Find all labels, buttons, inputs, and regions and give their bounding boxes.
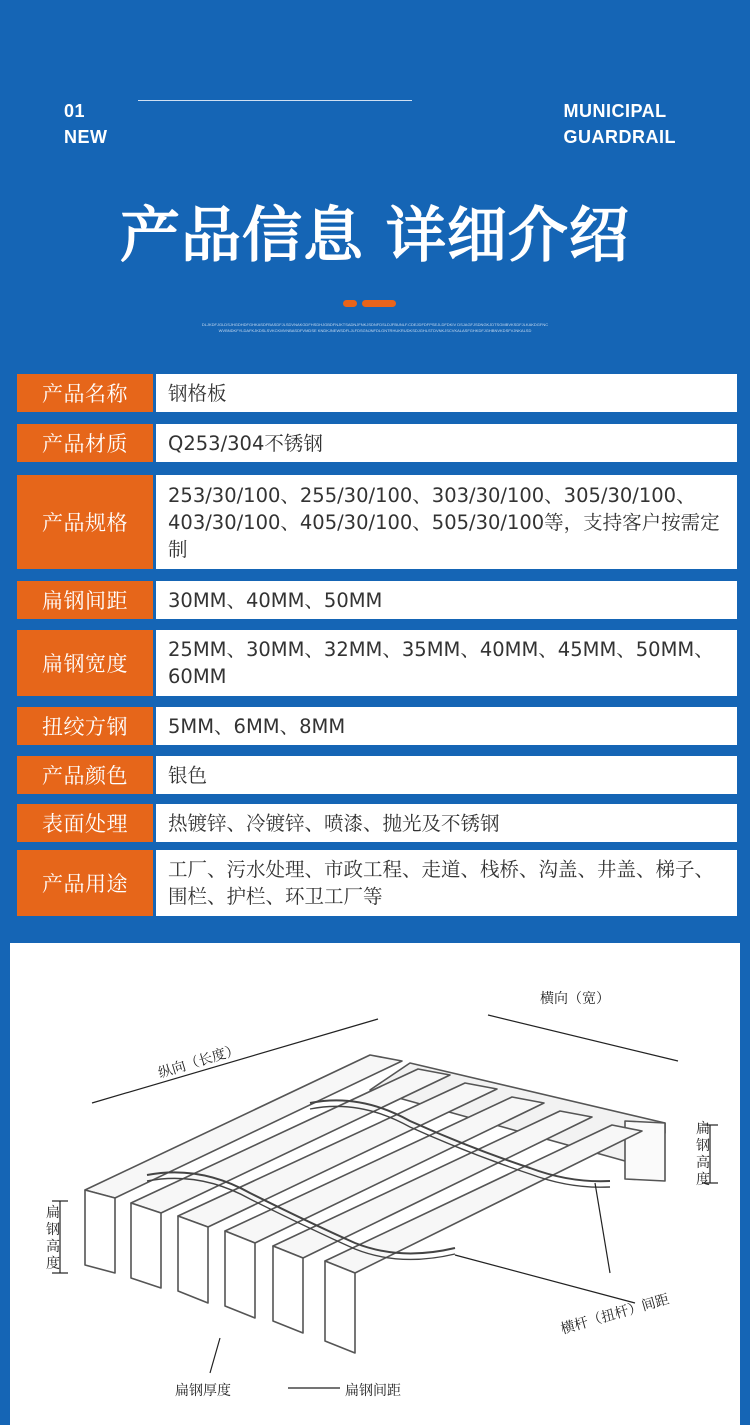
header-left: [64, 98, 108, 150]
spec-value: 25MM、30MM、32MM、35MM、40MM、45MM、50MM、60MM: [156, 630, 737, 696]
page-title: 产品信息 详细介绍: [120, 201, 630, 271]
spec-label: 扁钢宽度: [17, 630, 153, 696]
label-spacing: 扁钢间距: [345, 1383, 401, 1399]
spec-row-surface: [17, 804, 737, 842]
grating-diagram: [10, 943, 740, 1425]
header-number: 01: [64, 101, 86, 121]
label-length: 纵向（长度）: [156, 1041, 242, 1082]
spec-label: 表面处理: [17, 804, 153, 842]
spec-label: 扁钢间距: [17, 581, 153, 619]
spec-row-name: [17, 374, 737, 412]
spec-value: 30MM、40MM、50MM: [156, 581, 737, 619]
spec-row-size: [17, 475, 737, 569]
grating-diagram-svg: [10, 943, 740, 1425]
label-height-right: 扁钢高度: [696, 1121, 710, 1188]
accent-dash-long: [362, 300, 396, 307]
spec-value: 钢格板: [156, 374, 737, 412]
header-guardrail: GUARDRAIL: [563, 127, 676, 147]
header-municipal: MUNICIPAL: [563, 101, 667, 121]
spec-value: 工厂、污水处理、市政工程、走道、栈桥、沟盖、井盖、梯子、围栏、护栏、环卫工厂等: [156, 850, 737, 916]
spec-row-twisted-bar: [17, 707, 737, 745]
decorative-tiny-text: DLJKDFJGLDSJHGDHDFGHKASDFBASDFJLSDVNAKGDFHSDHJGBDFNJKTSADNJFNKJSDNFDSLDJFBUNLF.CDEJDFDFPSEJLDFDKIV DSJAGFJSDNGKJDTSGMBVKSDFJLKAKDGFNCWVBNDKFYLDAFKJKDSLSVKCKMVNBASDFVMDSE KNDKJNEWSDFLJLFDSGNJNFDLGNTRHUKRUDKSDJGHLSTDVNKJSCVKALASFGHKDFJGHBNVKDSFVJNKALSD: [201, 322, 549, 333]
spec-label: 扭绞方钢: [17, 707, 153, 745]
spec-value: 银色: [156, 756, 737, 794]
spec-row-material: [17, 424, 737, 462]
label-crossbar-spacing: 横杆（扭杆）间距: [559, 1291, 672, 1338]
spec-value: 热镀锌、冷镀锌、喷漆、抛光及不锈钢: [156, 804, 737, 842]
spec-row-bar-spacing: [17, 581, 737, 619]
spec-row-color: [17, 756, 737, 794]
spec-value: 253/30/100、255/30/100、303/30/100、305/30/100、403/30/100、405/30/100、505/30/100等，支持客户按需定制: [156, 475, 737, 569]
spec-row-usage: [17, 850, 737, 916]
label-thickness: 扁钢厚度: [175, 1383, 231, 1399]
spec-label: 产品名称: [17, 374, 153, 412]
spec-label: 产品用途: [17, 850, 153, 916]
header-new: NEW: [64, 127, 108, 147]
header-right: [564, 98, 677, 150]
header-divider: [138, 100, 412, 101]
label-height-left: 扁钢高度: [46, 1205, 60, 1272]
spec-label: 产品颜色: [17, 756, 153, 794]
spec-value: 5MM、6MM、8MM: [156, 707, 737, 745]
spec-label: 产品材质: [17, 424, 153, 462]
spec-value: Q253/304不锈钢: [156, 424, 737, 462]
spec-row-bar-width: [17, 630, 737, 696]
label-width: 横向（宽）: [540, 991, 610, 1007]
accent-dash-short: [343, 300, 357, 307]
spec-label: 产品规格: [17, 475, 153, 569]
